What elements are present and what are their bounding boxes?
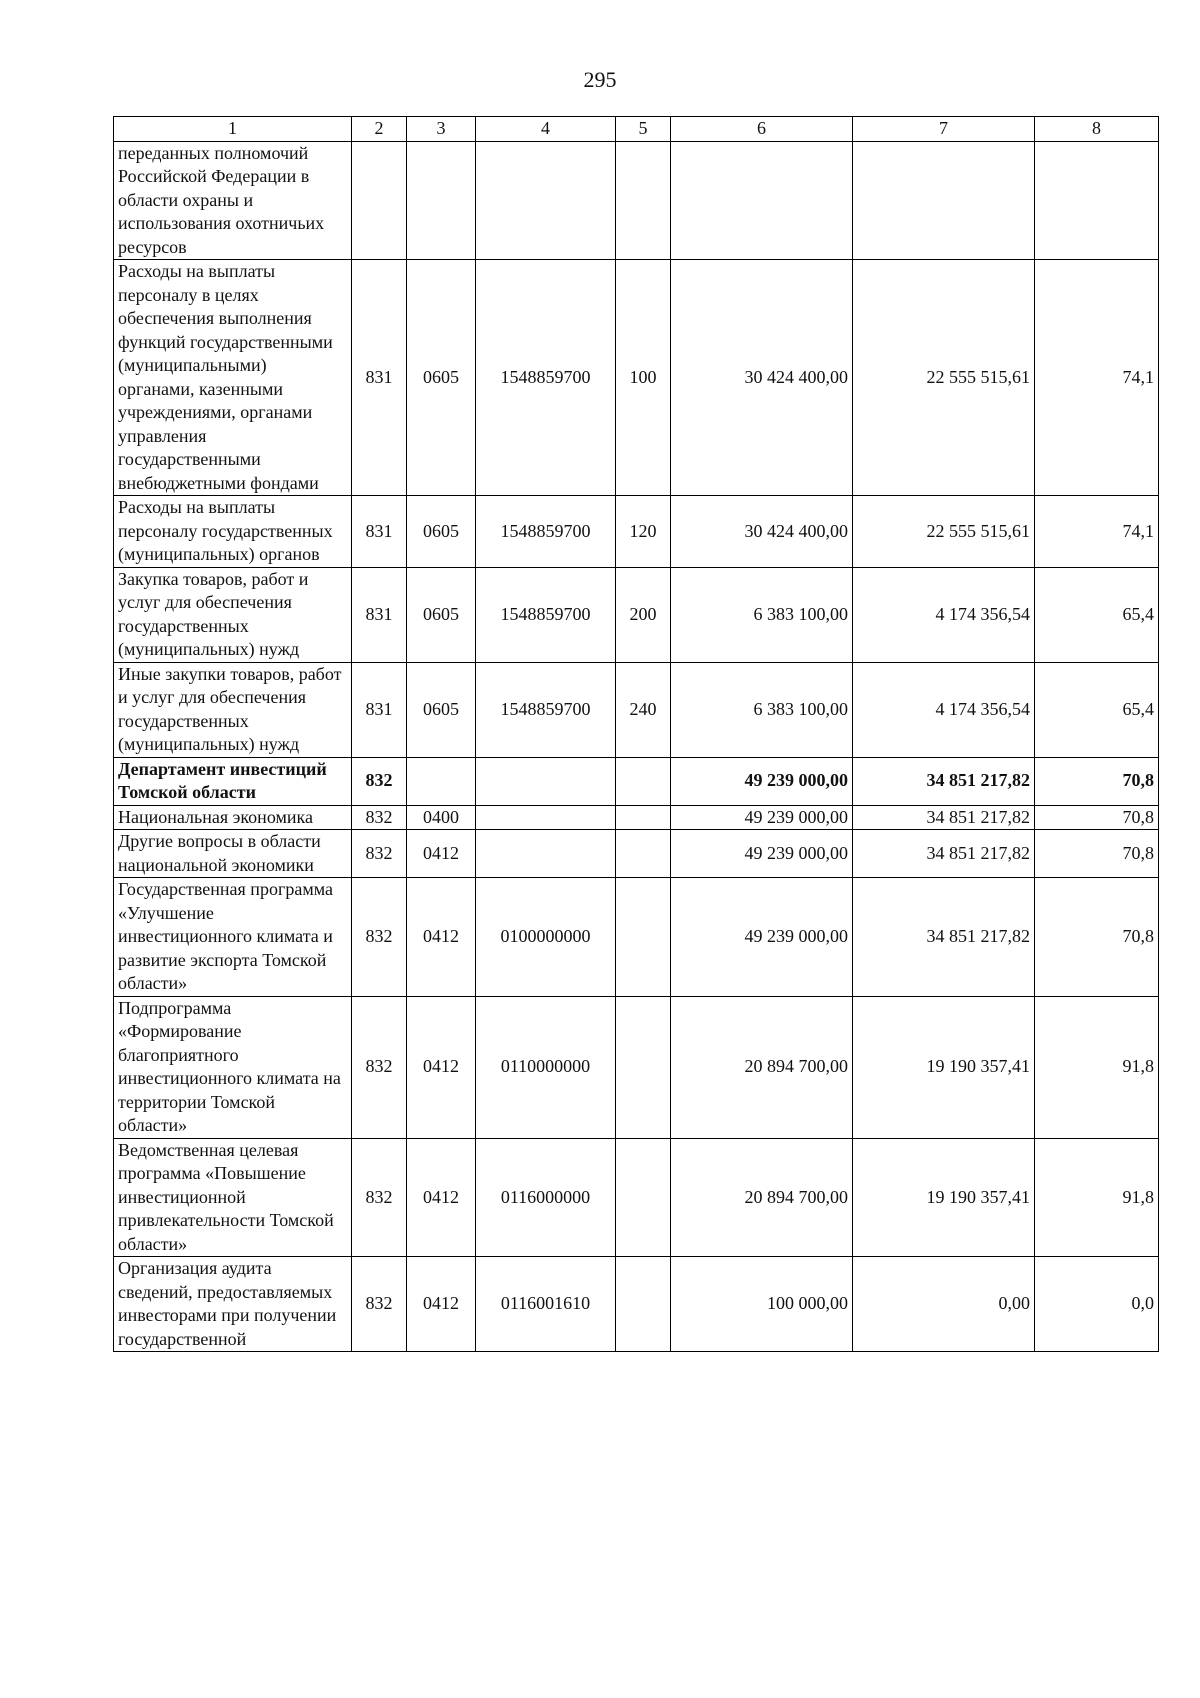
expense-type-code — [616, 1138, 671, 1257]
plan-amount: 49 239 000,00 — [671, 830, 853, 878]
grbs-code: 832 — [352, 830, 407, 878]
table-row — [114, 496, 1159, 568]
expense-type-code — [616, 1257, 671, 1352]
table-row — [114, 662, 1159, 757]
table-row — [114, 567, 1159, 662]
execution-percent: 91,8 — [1035, 996, 1159, 1138]
grbs-code: 831 — [352, 662, 407, 757]
actual-amount: 22 555 515,61 — [853, 260, 1035, 496]
actual-amount: 22 555 515,61 — [853, 496, 1035, 568]
actual-amount: 34 851 217,82 — [853, 805, 1035, 830]
expense-type-code: 240 — [616, 662, 671, 757]
row-name: Другие вопросы в области национальной экономики — [114, 830, 352, 878]
execution-percent: 70,8 — [1035, 805, 1159, 830]
target-code — [476, 757, 616, 805]
target-code: 0116001610 — [476, 1257, 616, 1352]
execution-percent: 65,4 — [1035, 662, 1159, 757]
row-name: Национальная экономика — [114, 805, 352, 830]
expense-type-code: 120 — [616, 496, 671, 568]
section-code — [407, 141, 476, 260]
plan-amount: 49 239 000,00 — [671, 805, 853, 830]
section-code: 0412 — [407, 830, 476, 878]
row-name: Организация аудита сведений, предоставляемых инвесторами при получении государственной — [114, 1257, 352, 1352]
expense-type-code: 100 — [616, 260, 671, 496]
budget-table — [113, 116, 1159, 1352]
actual-amount — [853, 141, 1035, 260]
column-header: 1 — [114, 117, 352, 142]
target-code: 0110000000 — [476, 996, 616, 1138]
grbs-code: 832 — [352, 996, 407, 1138]
actual-amount: 19 190 357,41 — [853, 996, 1035, 1138]
expense-type-code — [616, 830, 671, 878]
column-header: 6 — [671, 117, 853, 142]
row-name: Подпрограмма «Формирование благоприятного инвестиционного климата на территории Томской области» — [114, 996, 352, 1138]
table-row — [114, 260, 1159, 496]
actual-amount: 34 851 217,82 — [853, 830, 1035, 878]
plan-amount — [671, 141, 853, 260]
actual-amount: 4 174 356,54 — [853, 662, 1035, 757]
grbs-code — [352, 141, 407, 260]
grbs-code: 831 — [352, 496, 407, 568]
actual-amount: 34 851 217,82 — [853, 757, 1035, 805]
row-name: Закупка товаров, работ и услуг для обеспечения государственных (муниципальных) нужд — [114, 567, 352, 662]
row-name: Иные закупки товаров, работ и услуг для обеспечения государственных (муниципальных) нужд — [114, 662, 352, 757]
table-row — [114, 1257, 1159, 1352]
table-row — [114, 805, 1159, 830]
grbs-code: 831 — [352, 260, 407, 496]
grbs-code: 832 — [352, 805, 407, 830]
plan-amount: 49 239 000,00 — [671, 878, 853, 997]
execution-percent: 74,1 — [1035, 496, 1159, 568]
row-name: Ведомственная целевая программа «Повышение инвестиционной привлекательности Томской области» — [114, 1138, 352, 1257]
column-header: 8 — [1035, 117, 1159, 142]
grbs-code: 832 — [352, 757, 407, 805]
grbs-code: 832 — [352, 1257, 407, 1352]
row-name: переданных полномочий Российской Федерации в области охраны и использования охотничьих ресурсов — [114, 141, 352, 260]
plan-amount: 49 239 000,00 — [671, 757, 853, 805]
actual-amount: 0,00 — [853, 1257, 1035, 1352]
column-header: 2 — [352, 117, 407, 142]
section-code: 0412 — [407, 1138, 476, 1257]
expense-type-code — [616, 805, 671, 830]
target-code: 1548859700 — [476, 496, 616, 568]
table-row — [114, 878, 1159, 997]
actual-amount: 4 174 356,54 — [853, 567, 1035, 662]
row-name: Расходы на выплаты персоналу в целях обеспечения выполнения функций государственными (муниципальными) органами, казенными учреждениями, органами управления государственными внебюджетными фондами — [114, 260, 352, 496]
plan-amount: 6 383 100,00 — [671, 567, 853, 662]
expense-type-code — [616, 878, 671, 997]
target-code: 1548859700 — [476, 662, 616, 757]
column-header: 3 — [407, 117, 476, 142]
target-code: 1548859700 — [476, 567, 616, 662]
target-code — [476, 830, 616, 878]
execution-percent: 0,0 — [1035, 1257, 1159, 1352]
execution-percent: 91,8 — [1035, 1138, 1159, 1257]
row-name: Государственная программа «Улучшение инвестиционного климата и развитие экспорта Томской области» — [114, 878, 352, 997]
expense-type-code: 200 — [616, 567, 671, 662]
section-code: 0400 — [407, 805, 476, 830]
plan-amount: 100 000,00 — [671, 1257, 853, 1352]
plan-amount: 30 424 400,00 — [671, 260, 853, 496]
execution-percent: 65,4 — [1035, 567, 1159, 662]
execution-percent: 70,8 — [1035, 757, 1159, 805]
expense-type-code — [616, 141, 671, 260]
expense-type-code — [616, 996, 671, 1138]
grbs-code: 832 — [352, 878, 407, 997]
target-code — [476, 805, 616, 830]
target-code: 0100000000 — [476, 878, 616, 997]
table-row — [114, 141, 1159, 260]
table-row — [114, 1138, 1159, 1257]
target-code — [476, 141, 616, 260]
table-row-department — [114, 757, 1159, 805]
section-code: 0412 — [407, 996, 476, 1138]
plan-amount: 30 424 400,00 — [671, 496, 853, 568]
header-row — [114, 117, 1159, 142]
section-code: 0605 — [407, 567, 476, 662]
plan-amount: 20 894 700,00 — [671, 1138, 853, 1257]
section-code: 0605 — [407, 496, 476, 568]
table-row — [114, 830, 1159, 878]
row-name: Расходы на выплаты персоналу государственных (муниципальных) органов — [114, 496, 352, 568]
section-code: 0605 — [407, 260, 476, 496]
column-header: 7 — [853, 117, 1035, 142]
expense-type-code — [616, 757, 671, 805]
execution-percent: 70,8 — [1035, 830, 1159, 878]
execution-percent — [1035, 141, 1159, 260]
actual-amount: 19 190 357,41 — [853, 1138, 1035, 1257]
section-code: 0605 — [407, 662, 476, 757]
row-name: Департамент инвестиций Томской области — [114, 757, 352, 805]
page-number: 295 — [583, 67, 617, 92]
execution-percent: 74,1 — [1035, 260, 1159, 496]
plan-amount: 6 383 100,00 — [671, 662, 853, 757]
grbs-code: 831 — [352, 567, 407, 662]
column-header: 5 — [616, 117, 671, 142]
grbs-code: 832 — [352, 1138, 407, 1257]
actual-amount: 34 851 217,82 — [853, 878, 1035, 997]
section-code: 0412 — [407, 878, 476, 997]
table-row — [114, 996, 1159, 1138]
section-code — [407, 757, 476, 805]
section-code: 0412 — [407, 1257, 476, 1352]
column-header: 4 — [476, 117, 616, 142]
target-code: 1548859700 — [476, 260, 616, 496]
target-code: 0116000000 — [476, 1138, 616, 1257]
plan-amount: 20 894 700,00 — [671, 996, 853, 1138]
execution-percent: 70,8 — [1035, 878, 1159, 997]
